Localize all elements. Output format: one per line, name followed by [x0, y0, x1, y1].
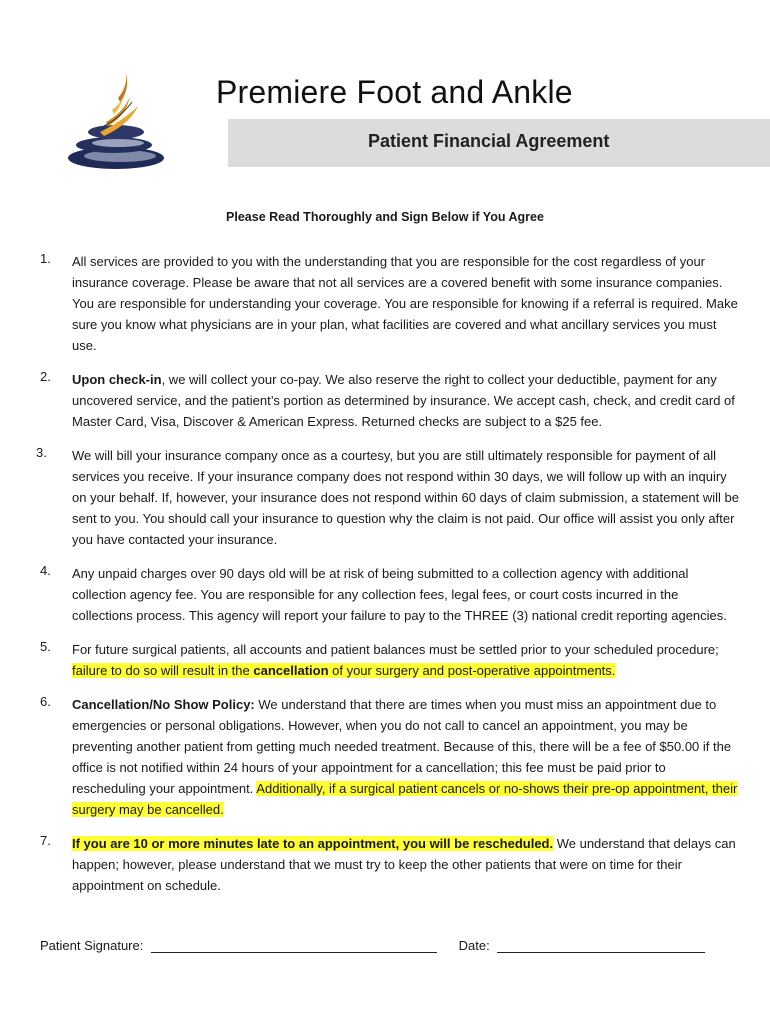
item-number: 2. [40, 369, 51, 384]
page-title: Premiere Foot and Ankle [216, 74, 573, 110]
date-label: Date: [458, 938, 490, 953]
item-text: All services are provided to you with the understanding that you are responsible for the cost regardless of your insurance coverage. Please be aware that not all services are a covered benefit with some insurance companies. You are responsible for understanding your coverage. You are responsible for knowing if a referral is required. Make sure you know what physicians are in your plan, what facilities are covered and what ancillary services you must use. [72, 254, 738, 353]
item-number: 5. [40, 639, 51, 654]
list-item [0, 369, 770, 432]
item-number: 4. [40, 563, 51, 578]
item-number: 3. [36, 445, 47, 460]
item-text: Upon check-in, we will collect your co-pay. We also reserve the right to collect your deductible, payment for any uncovered service, and the patient’s portion as determined by insurance. We accept cash, check, and credit card of Master Card, Visa, Discover & American Express. Returned checks are subject to a $25 fee. [72, 372, 735, 429]
list-item [0, 251, 770, 356]
intro-heading: Please Read Thoroughly and Sign Below if You Agree [226, 210, 544, 224]
signature-row [40, 938, 705, 953]
item-text: If you are 10 or more minutes late to an appointment, you will be rescheduled. We understand that delays can happen; however, please understand that we must try to keep the other patients that were on time for their appointment on schedule. [72, 836, 736, 893]
list-item [0, 445, 770, 550]
date-field[interactable] [497, 938, 705, 953]
agreement-list [0, 251, 770, 909]
list-item [0, 639, 770, 681]
item-text: Any unpaid charges over 90 days old will be at risk of being submitted to a collection agency with additional collection agency fee. You are responsible for any collection fees, legal fees, or court costs incurred in the collections process. This agency will report your failure to pay to the THREE (3) national credit reporting agencies. [72, 566, 727, 623]
item-text: Cancellation/No Show Policy: We understand that there are times when you must miss an appointment due to emergencies or personal obligations. However, when you do not call to cancel an appointment, you may be preventing another patient from getting much needed treatment. Because of this, there will be a fee of $50.00 if the office is not notified within 24 hours of your appointment for a cancellation; this fee must be paid prior to rescheduling your appointment. Additionally, if a surgical patient cancels or no-shows their pre-op appointment, their surgery may be cancelled. [72, 697, 738, 817]
logo-icon [64, 66, 172, 178]
signature-label: Patient Signature: [40, 938, 144, 953]
item-text: We will bill your insurance company once as a courtesy, but you are still ultimately responsible for payment of all services you receive. If your insurance company does not respond within 30 days, we will follow up with an inquiry on your behalf. If, however, your insurance does not respond within 60 days of claim submission, a statement will be sent to you. You should call your insurance to question why the claim is not paid. Our office will assist you only after you have contacted your insurance. [72, 448, 739, 547]
item-text: For future surgical patients, all accounts and patient balances must be settled prior to your scheduled procedure; failure to do so will result in the cancellation of your surgery and post-operative appointments. [72, 642, 719, 678]
list-item [0, 563, 770, 626]
item-number: 1. [40, 251, 51, 266]
item-number: 6. [40, 694, 51, 709]
list-item [0, 694, 770, 820]
list-item [0, 833, 770, 896]
item-number: 7. [40, 833, 51, 848]
page-subtitle: Patient Financial Agreement [368, 131, 610, 151]
signature-field[interactable] [151, 938, 437, 953]
